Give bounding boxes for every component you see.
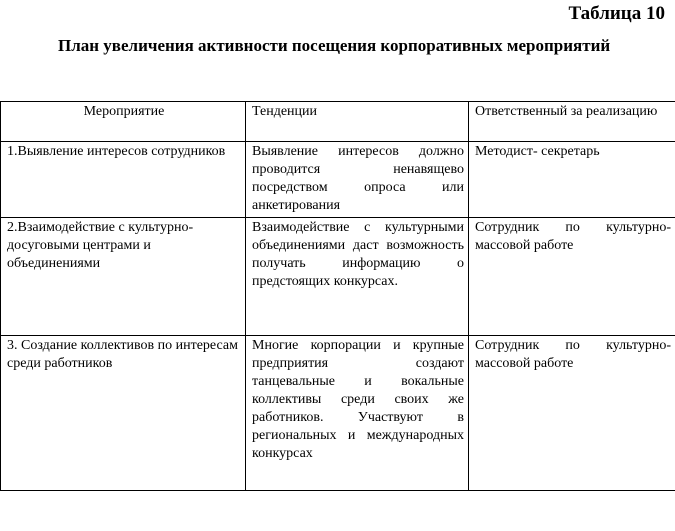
cell-trends: Выявление интересов должно проводится ненавящево посредством опроса или анкетирования [246,142,469,218]
header-responsible: Ответственный за реализацию [469,102,675,142]
cell-event: 3. Создание коллективов по интересам среди работников [1,336,246,491]
table-number: Таблица 10 [568,3,665,24]
cell-event: 1.Выявление интересов сотрудников [1,142,246,218]
cell-event: 2.Взаимодействие с культурно-досуговыми центрами и объединениями [1,218,246,336]
cell-trends: Взаимодействие с культурными объединениями даст возможность получать информацию о предстоящих конкурсах. [246,218,469,336]
table-row [1,142,675,218]
cell-responsible: Сотрудник по культурно-массовой работе [469,218,675,336]
table-header-row [1,102,675,142]
cell-responsible: Сотрудник по культурно-массовой работе [469,336,675,491]
table-row [1,336,675,491]
header-trends: Тенденции [246,102,469,142]
cell-responsible: Методист- секретарь [469,142,675,218]
events-table [0,101,675,491]
table-row [1,218,675,336]
header-event: Мероприятие [1,102,246,142]
table-title: План увеличения активности посещения корпоративных мероприятий [58,36,611,55]
cell-trends: Многие корпорации и крупные предприятия создают танцевальные и вокальные коллективы среди своих же работников. Участвуют в региональных и международных конкурсах [246,336,469,491]
